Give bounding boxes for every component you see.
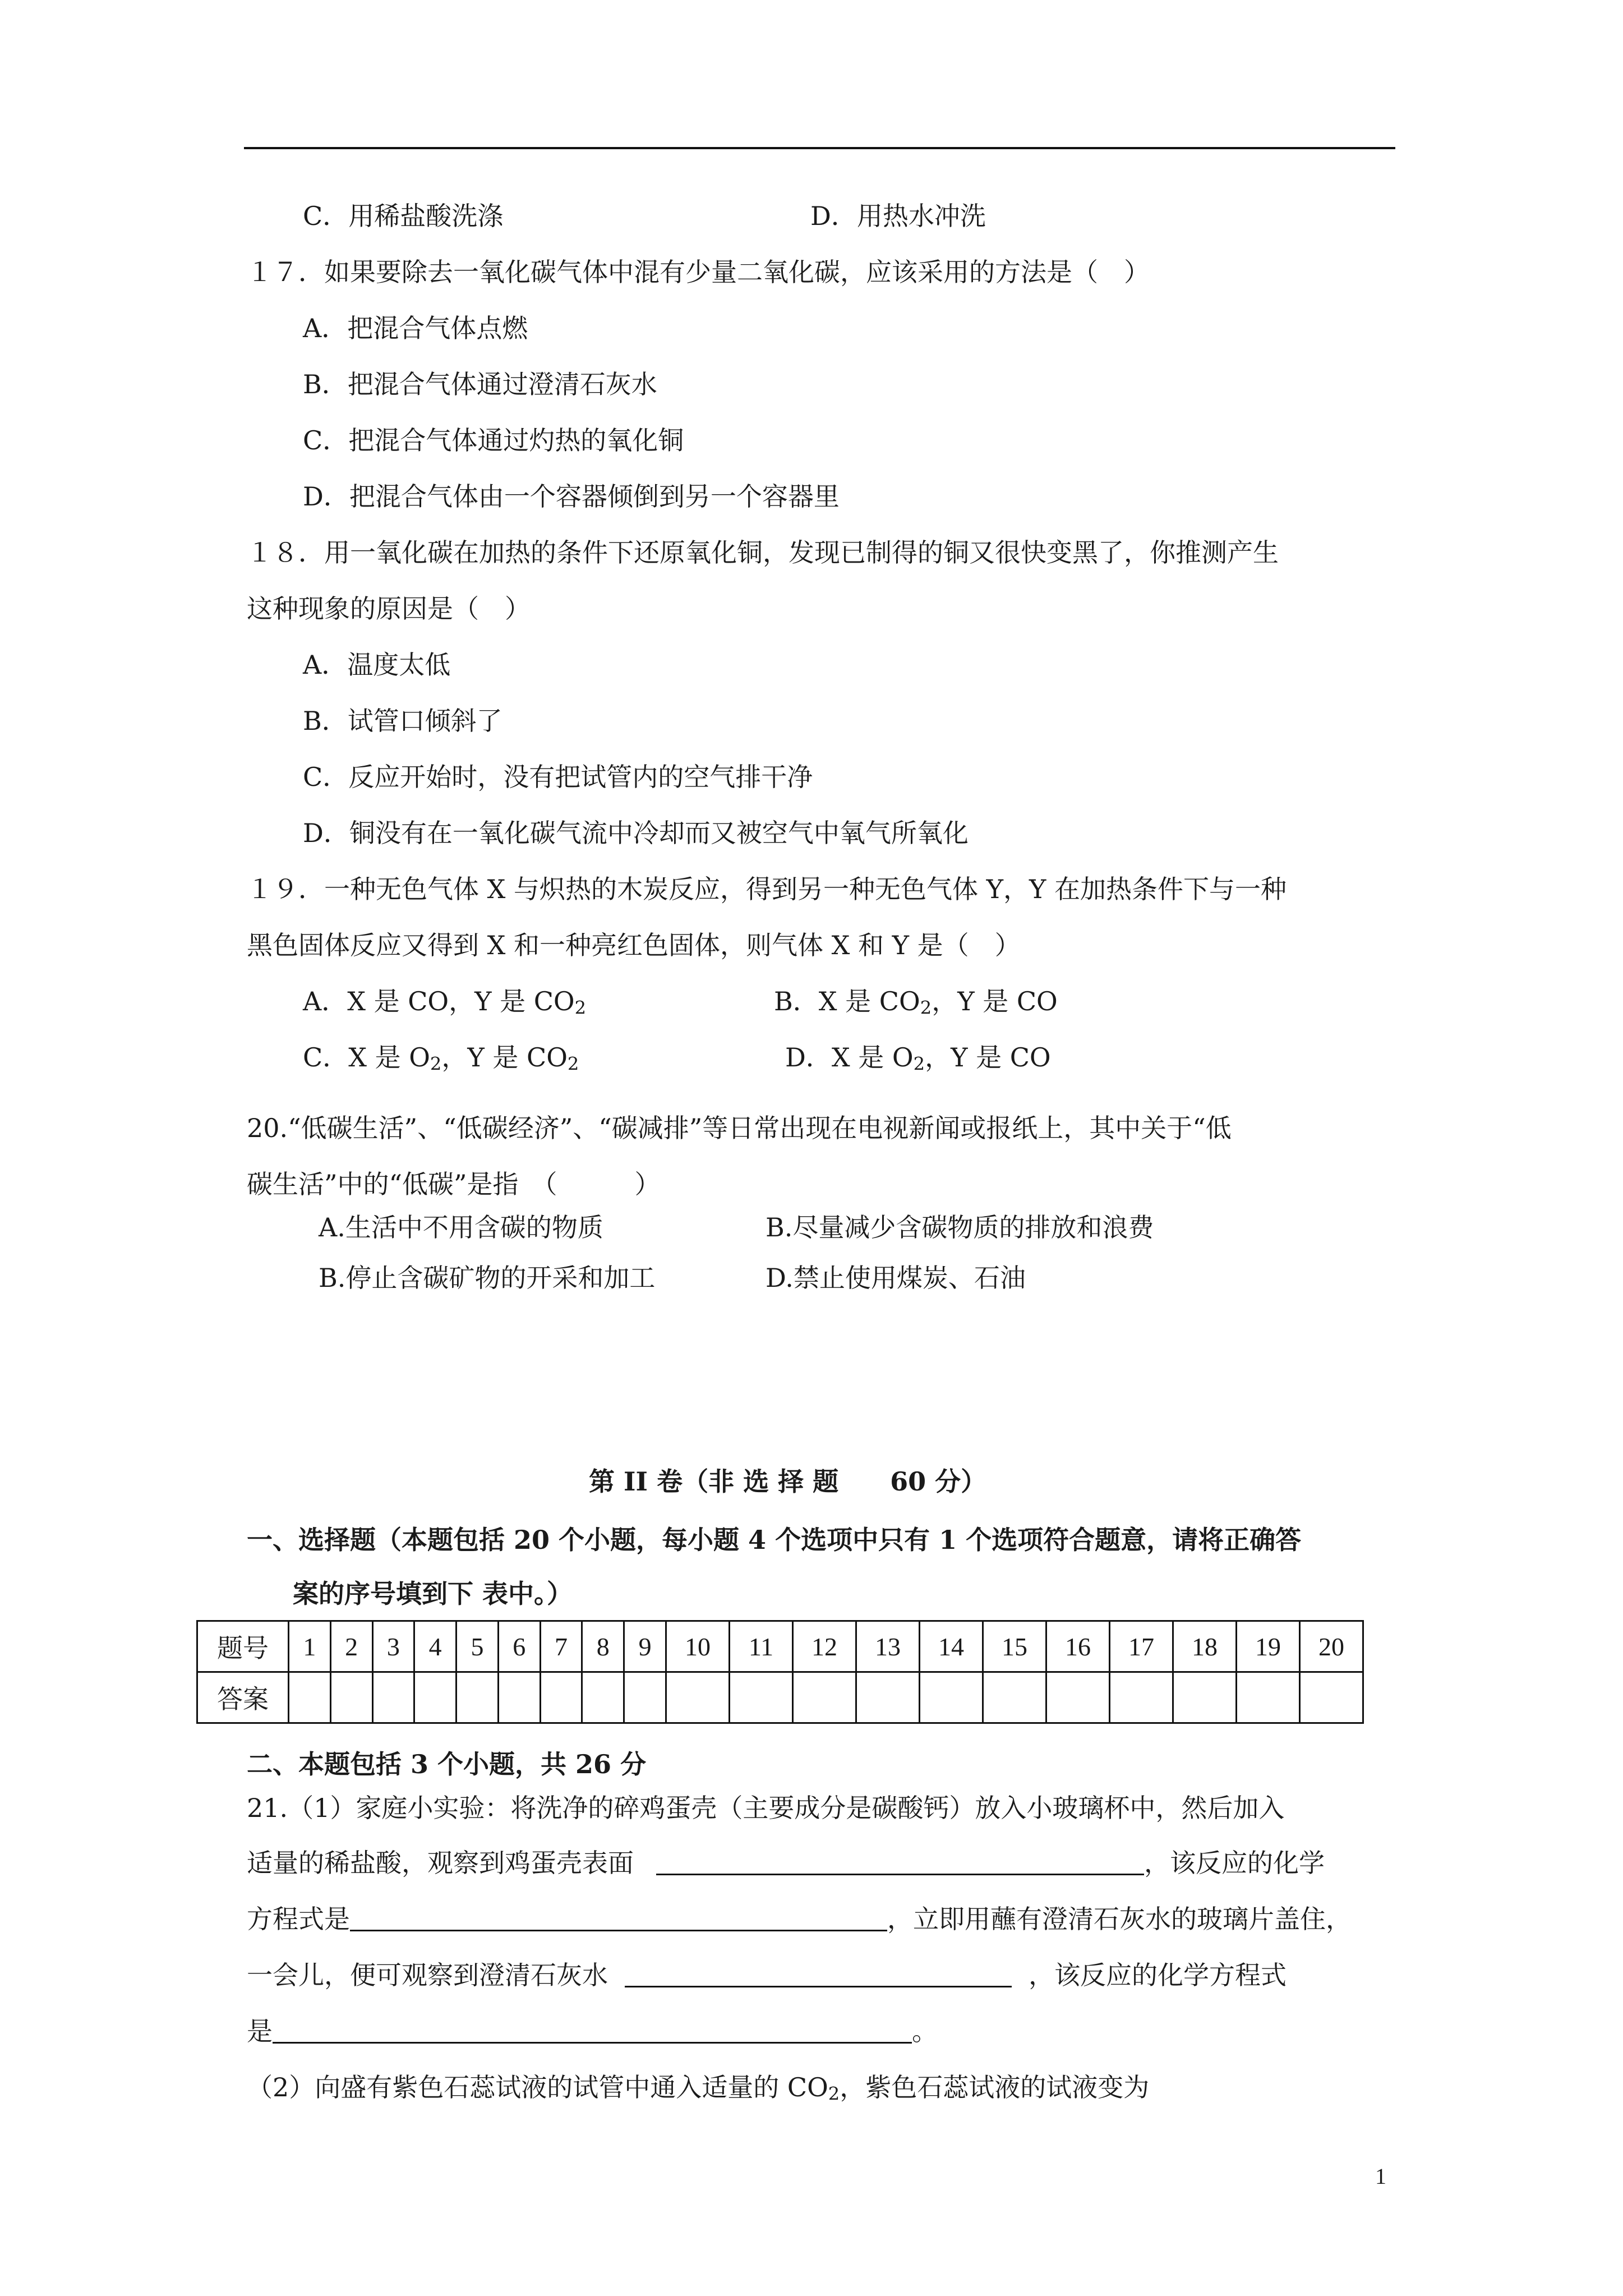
question-number: 18	[1173, 1621, 1237, 1672]
q20-option-c: B.停止含碳矿物的开采和加工	[319, 1263, 656, 1293]
answer-cell[interactable]	[1110, 1672, 1173, 1723]
q21-line1: 21.（1）家庭小实验：将洗净的碎鸡蛋壳（主要成分是碳酸钙）放入小玻璃杯中，然后加入	[247, 1793, 1285, 1823]
answer-label: 答案	[197, 1672, 289, 1723]
q18-option-a: A．温度太低	[303, 650, 451, 680]
answer-cell[interactable]	[582, 1672, 624, 1723]
answer-cell[interactable]	[793, 1672, 856, 1723]
answer-cell[interactable]	[289, 1672, 331, 1723]
question-number: 4	[414, 1621, 457, 1672]
question-number: 3	[372, 1621, 414, 1672]
question-number: 2	[330, 1621, 372, 1672]
q18-option-d: D．铜没有在一氧化碳气流中冷却而又被空气中氧气所氧化	[303, 818, 969, 848]
q19-option-d: D．X 是 $O_2$，Y 是 CO	[785, 1042, 1051, 1075]
question-number: 7	[540, 1621, 582, 1672]
q19-option-c: C．X 是 $O_2$，Y 是 $CO_2$	[303, 1042, 579, 1075]
question-number: 20	[1300, 1621, 1363, 1672]
answer-table-header-row	[197, 1621, 1363, 1672]
question-number: 17	[1110, 1621, 1173, 1672]
q18-option-b: B．试管口倾斜了	[303, 706, 502, 736]
answer-cell[interactable]	[330, 1672, 372, 1723]
question-number-label: 题号	[197, 1621, 289, 1672]
question-number: 15	[983, 1621, 1046, 1672]
answer-cell[interactable]	[1300, 1672, 1363, 1723]
q19-option-a: A．X 是 CO，Y 是 $CO_2$	[303, 986, 587, 1019]
q20-stem-line2: 碳生活”中的“低碳”是指 （ ）	[247, 1169, 661, 1199]
question-number: 16	[1046, 1621, 1110, 1672]
q18-stem-line1: １８．用一氧化碳在加热的条件下还原氧化铜，发现已制得的铜又很快变黑了，你推测产生	[247, 537, 1279, 568]
q18-stem-line2: 这种现象的原因是（ ）	[247, 593, 531, 624]
q20-stem-line1: 20.“低碳生活”、“低碳经济”、“碳减排”等日常出现在电视新闻或报纸上，其中关于“低	[247, 1113, 1232, 1143]
q21-line5: 是 。	[247, 2016, 938, 2046]
question-number: 11	[730, 1621, 793, 1672]
q17-option-a: A．把混合气体点燃	[303, 313, 528, 343]
question-number: 6	[498, 1621, 540, 1672]
question-number: 8	[582, 1621, 624, 1672]
section2-heading: 二、本题包括 3 个小题，共 26 分	[247, 1749, 647, 1779]
question-number: 5	[457, 1621, 499, 1672]
question-number: 19	[1237, 1621, 1300, 1672]
answer-table-answer-row	[197, 1672, 1363, 1723]
q21-line2: 适量的稀盐酸，观察到鸡蛋壳表面 ，该反应的化学	[247, 1848, 1325, 1878]
q21-line3: 方程式是 ，立即用蘸有澄清石灰水的玻璃片盖住，	[247, 1904, 1352, 1934]
answer-blank[interactable]	[273, 2019, 912, 2044]
q17-option-d: D．把混合气体由一个容器倾倒到另一个容器里	[303, 481, 840, 512]
q16-option-c: C．用稀盐酸洗涤	[303, 201, 504, 231]
question-number: 14	[920, 1621, 983, 1672]
answer-cell[interactable]	[856, 1672, 920, 1723]
q17-option-b: B．把混合气体通过澄清石灰水	[303, 369, 657, 399]
answer-cell[interactable]	[498, 1672, 540, 1723]
q17-stem: １７．如果要除去一氧化碳气体中混有少量二氧化碳，应该采用的方法是（ ）	[247, 257, 1150, 287]
q18-option-c: C．反应开始时，没有把试管内的空气排干净	[303, 762, 813, 792]
q19-stem-line2: 黑色固体反应又得到 X 和一种亮红色固体，则气体 X 和 Y 是（ ）	[247, 930, 1021, 960]
question-number: 13	[856, 1621, 920, 1672]
q19-stem-line1: １９．一种无色气体 X 与炽热的木炭反应，得到另一种无色气体 Y，Y 在加热条件下与一种	[247, 874, 1287, 904]
answer-cell[interactable]	[1237, 1672, 1300, 1723]
answer-cell[interactable]	[624, 1672, 666, 1723]
question-number: 12	[793, 1621, 856, 1672]
answer-cell[interactable]	[457, 1672, 499, 1723]
answer-cell[interactable]	[414, 1672, 457, 1723]
q20-option-b: B.尽量减少含碳物质的排放和浪费	[766, 1212, 1154, 1243]
q17-option-c: C．把混合气体通过灼热的氧化铜	[303, 425, 684, 455]
q19-option-b: B．X 是 $CO_2$，Y 是 CO	[774, 986, 1058, 1019]
section1-heading-line1: 一、选择题（本题包括 20 个小题，每小题 4 个选项中只有 1 个选项符合题意，请将正确答	[247, 1525, 1302, 1555]
section1-heading-line2: 案的序号填到下 表中。）	[293, 1579, 573, 1609]
question-number: 9	[624, 1621, 666, 1672]
answer-cell[interactable]	[540, 1672, 582, 1723]
q16-option-d: D．用热水冲洗	[810, 201, 986, 231]
answer-blank[interactable]	[625, 1963, 1012, 1987]
answer-cell[interactable]	[920, 1672, 983, 1723]
page-number: 1	[1375, 2164, 1386, 2189]
answer-cell[interactable]	[730, 1672, 793, 1723]
answer-blank[interactable]	[656, 1851, 1144, 1875]
question-number: 1	[289, 1621, 331, 1672]
answer-cell[interactable]	[983, 1672, 1046, 1723]
answer-table	[196, 1620, 1364, 1724]
part2-title: 第 II 卷（非 选 择 题 60 分）	[589, 1466, 987, 1497]
header-rule	[244, 147, 1395, 149]
answer-cell[interactable]	[372, 1672, 414, 1723]
q21-line4: 一会儿，便可观察到澄清石灰水 ，该反应的化学方程式	[247, 1960, 1287, 1990]
q20-option-a: A.生活中不用含碳的物质	[319, 1212, 603, 1243]
answer-cell[interactable]	[666, 1672, 730, 1723]
answer-cell[interactable]	[1173, 1672, 1237, 1723]
answer-blank[interactable]	[350, 1907, 887, 1931]
q20-option-d: D.禁止使用煤炭、石油	[766, 1263, 1026, 1293]
question-number: 10	[666, 1621, 730, 1672]
q21-line6: （2）向盛有紫色石蕊试液的试管中通入适量的 $CO_2$，紫色石蕊试液的试液变为	[247, 2072, 1150, 2105]
answer-cell[interactable]	[1046, 1672, 1110, 1723]
